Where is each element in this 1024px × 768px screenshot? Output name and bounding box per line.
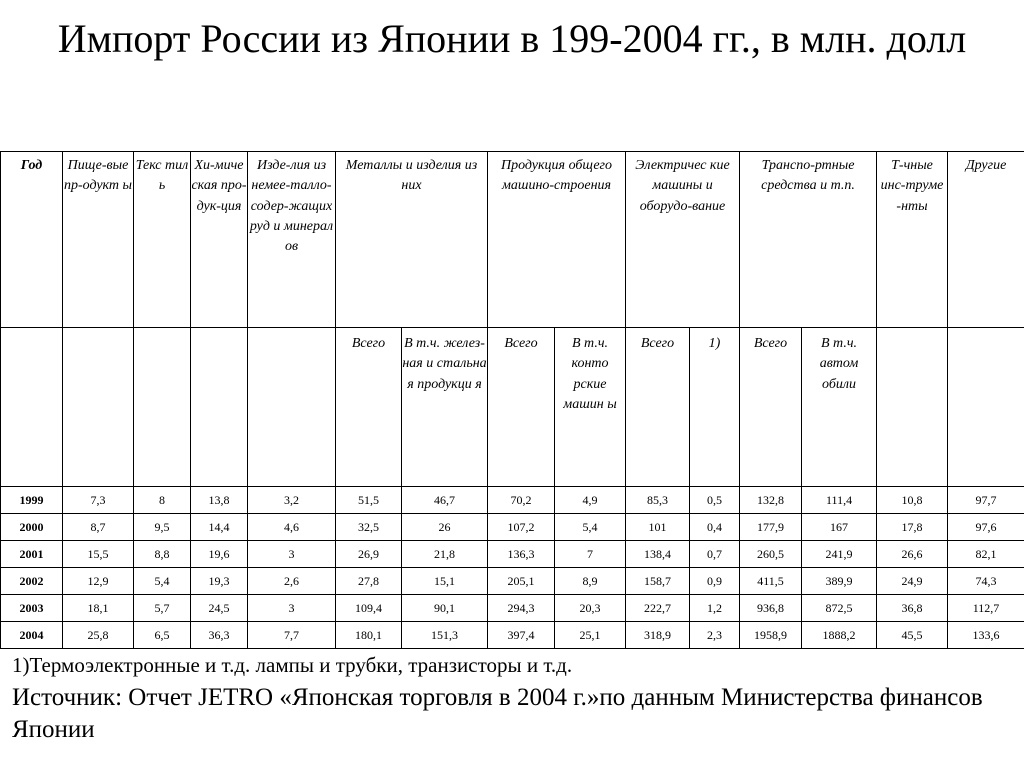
- value-cell: 51,5: [336, 487, 402, 514]
- value-cell: 12,9: [63, 568, 134, 595]
- value-cell: 26,9: [336, 541, 402, 568]
- value-cell: 26,6: [877, 541, 948, 568]
- value-cell: 3: [248, 595, 336, 622]
- value-cell: 15,1: [402, 568, 488, 595]
- value-cell: 6,5: [134, 622, 191, 649]
- value-cell: 13,8: [191, 487, 248, 514]
- year-cell: 2002: [1, 568, 63, 595]
- value-cell: 26: [402, 514, 488, 541]
- header-food: Пище-вые пр-одукт ы: [63, 152, 134, 328]
- value-cell: 8,8: [134, 541, 191, 568]
- source-note: Источник: Отчет JETRO «Японская торговля в 2004 г.»по данным Министерства финансов Японии: [12, 684, 983, 743]
- value-cell: 10,8: [877, 487, 948, 514]
- value-cell: 318,9: [626, 622, 690, 649]
- value-cell: 151,3: [402, 622, 488, 649]
- value-cell: 397,4: [488, 622, 555, 649]
- value-cell: 46,7: [402, 487, 488, 514]
- value-cell: 15,5: [63, 541, 134, 568]
- value-cell: 25,8: [63, 622, 134, 649]
- subheader-blank: [1, 328, 63, 487]
- value-cell: 36,8: [877, 595, 948, 622]
- value-cell: 167: [802, 514, 877, 541]
- subheader-blank: [948, 328, 1024, 487]
- value-cell: 101: [626, 514, 690, 541]
- value-cell: 1,2: [690, 595, 740, 622]
- subheader-metals-steel: В т.ч. желез-ная и стальна я продукци я: [402, 328, 488, 487]
- value-cell: 70,2: [488, 487, 555, 514]
- value-cell: 9,5: [134, 514, 191, 541]
- value-cell: 136,3: [488, 541, 555, 568]
- value-cell: 205,1: [488, 568, 555, 595]
- value-cell: 45,5: [877, 622, 948, 649]
- value-cell: 1888,2: [802, 622, 877, 649]
- header-nonmetal: Изде-лия из немее-талло-содер-жащих руд и минерал ов: [248, 152, 336, 328]
- value-cell: 133,6: [948, 622, 1024, 649]
- value-cell: 25,1: [555, 622, 626, 649]
- subheader-machinery-office: В т.ч. конто рские машин ы: [555, 328, 626, 487]
- subheader-blank: [877, 328, 948, 487]
- value-cell: 7,7: [248, 622, 336, 649]
- value-cell: 241,9: [802, 541, 877, 568]
- value-cell: 2,3: [690, 622, 740, 649]
- value-cell: 36,3: [191, 622, 248, 649]
- header-chemical: Хи-миче ская про-дук-ция: [191, 152, 248, 328]
- value-cell: 24,9: [877, 568, 948, 595]
- value-cell: 14,4: [191, 514, 248, 541]
- page-title: Импорт России из Японии в 199-2004 гг., в млн. долл: [57, 16, 967, 61]
- header-row: [1, 152, 1024, 328]
- value-cell: 3: [248, 541, 336, 568]
- value-cell: 2,6: [248, 568, 336, 595]
- value-cell: 97,7: [948, 487, 1024, 514]
- value-cell: 4,6: [248, 514, 336, 541]
- value-cell: 90,1: [402, 595, 488, 622]
- value-cell: 20,3: [555, 595, 626, 622]
- subheader-row: [1, 328, 1024, 487]
- value-cell: 82,1: [948, 541, 1024, 568]
- table-row: [1, 622, 1024, 649]
- header-metals: Металлы и изделия из них: [336, 152, 488, 328]
- table-row: [1, 568, 1024, 595]
- value-cell: 5,4: [134, 568, 191, 595]
- subheader-blank: [248, 328, 336, 487]
- value-cell: 158,7: [626, 568, 690, 595]
- value-cell: 32,5: [336, 514, 402, 541]
- value-cell: 109,4: [336, 595, 402, 622]
- value-cell: 1958,9: [740, 622, 802, 649]
- value-cell: 111,4: [802, 487, 877, 514]
- value-cell: 8: [134, 487, 191, 514]
- header-textile: Текс тил ь: [134, 152, 191, 328]
- subheader-electrical-total: Всего: [626, 328, 690, 487]
- value-cell: 5,7: [134, 595, 191, 622]
- value-cell: 27,8: [336, 568, 402, 595]
- value-cell: 0,9: [690, 568, 740, 595]
- value-cell: 4,9: [555, 487, 626, 514]
- value-cell: 872,5: [802, 595, 877, 622]
- subheader-transport-total: Всего: [740, 328, 802, 487]
- value-cell: 24,5: [191, 595, 248, 622]
- value-cell: 19,6: [191, 541, 248, 568]
- value-cell: 180,1: [336, 622, 402, 649]
- value-cell: 97,6: [948, 514, 1024, 541]
- header-other: Другие: [948, 152, 1024, 328]
- subheader-machinery-total: Всего: [488, 328, 555, 487]
- table-row: [1, 487, 1024, 514]
- year-cell: 2001: [1, 541, 63, 568]
- value-cell: 132,8: [740, 487, 802, 514]
- value-cell: 21,8: [402, 541, 488, 568]
- value-cell: 112,7: [948, 595, 1024, 622]
- value-cell: 294,3: [488, 595, 555, 622]
- header-transport: Транспо-ртные средства и т.п.: [740, 152, 877, 328]
- value-cell: 260,5: [740, 541, 802, 568]
- table-row: [1, 514, 1024, 541]
- subheader-transport-auto: В т.ч. автом обили: [802, 328, 877, 487]
- subheader-electrical-note: 1): [690, 328, 740, 487]
- subheader-blank: [191, 328, 248, 487]
- value-cell: 19,3: [191, 568, 248, 595]
- value-cell: 411,5: [740, 568, 802, 595]
- value-cell: 177,9: [740, 514, 802, 541]
- year-cell: 1999: [1, 487, 63, 514]
- year-cell: 2003: [1, 595, 63, 622]
- value-cell: 8,7: [63, 514, 134, 541]
- value-cell: 3,2: [248, 487, 336, 514]
- table-row: [1, 595, 1024, 622]
- value-cell: 138,4: [626, 541, 690, 568]
- value-cell: 389,9: [802, 568, 877, 595]
- value-cell: 74,3: [948, 568, 1024, 595]
- value-cell: 0,5: [690, 487, 740, 514]
- table-row: [1, 541, 1024, 568]
- header-year: Год: [1, 152, 63, 328]
- header-instruments: Т-чные инс-труме -нты: [877, 152, 948, 328]
- value-cell: 17,8: [877, 514, 948, 541]
- year-cell: 2000: [1, 514, 63, 541]
- value-cell: 0,4: [690, 514, 740, 541]
- value-cell: 222,7: [626, 595, 690, 622]
- value-cell: 18,1: [63, 595, 134, 622]
- value-cell: 0,7: [690, 541, 740, 568]
- value-cell: 85,3: [626, 487, 690, 514]
- header-electrical: Электричес кие машины и оборудо-вание: [626, 152, 740, 328]
- header-machinery: Продукция общего машино-строения: [488, 152, 626, 328]
- subheader-blank: [63, 328, 134, 487]
- import-table: [0, 151, 1024, 649]
- year-cell: 2004: [1, 622, 63, 649]
- value-cell: 7: [555, 541, 626, 568]
- value-cell: 936,8: [740, 595, 802, 622]
- value-cell: 107,2: [488, 514, 555, 541]
- value-cell: 8,9: [555, 568, 626, 595]
- value-cell: 7,3: [63, 487, 134, 514]
- value-cell: 5,4: [555, 514, 626, 541]
- footnote: 1)Термоэлектронные и т.д. лампы и трубки, транзисторы и т.д.: [12, 653, 573, 677]
- subheader-blank: [134, 328, 191, 487]
- subheader-metals-total: Всего: [336, 328, 402, 487]
